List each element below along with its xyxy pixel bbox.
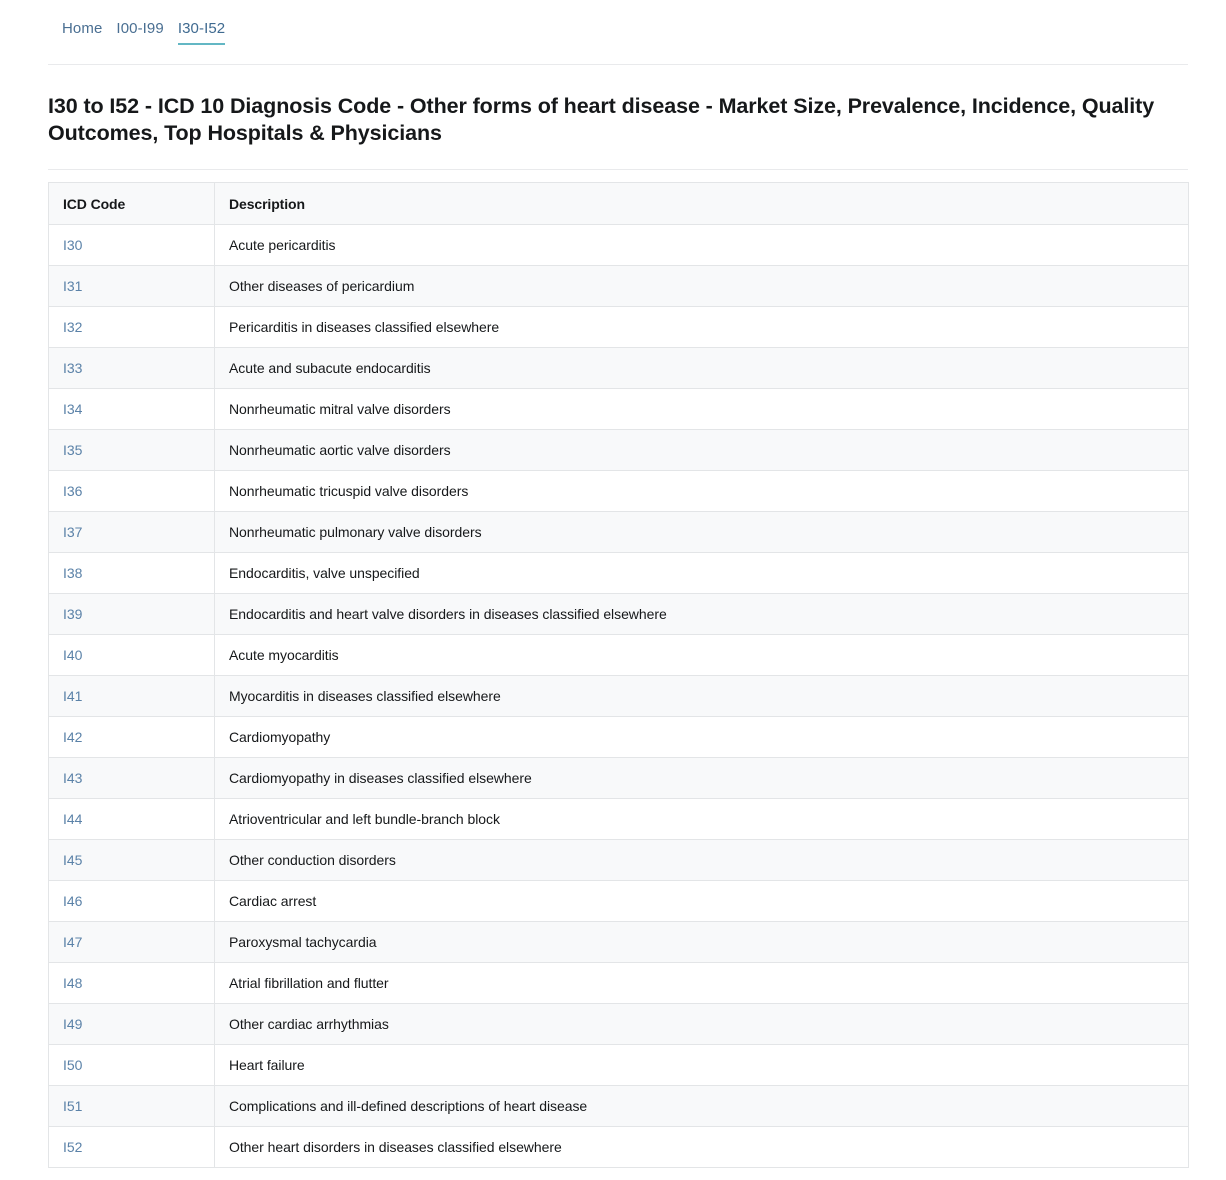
cell-description: Other heart disorders in diseases classified elsewhere xyxy=(215,1127,1189,1168)
cell-description: Other diseases of pericardium xyxy=(215,266,1189,307)
icd-code-link[interactable]: I32 xyxy=(63,319,83,335)
table-head xyxy=(49,183,1189,225)
cell-icd-code xyxy=(49,512,215,553)
icd-code-link[interactable]: I33 xyxy=(63,360,83,376)
icd-code-link[interactable]: I51 xyxy=(63,1098,83,1114)
table-row xyxy=(49,471,1189,512)
cell-description: Atrioventricular and left bundle-branch block xyxy=(215,799,1189,840)
icd-code-link[interactable]: I47 xyxy=(63,934,83,950)
cell-icd-code xyxy=(49,307,215,348)
cell-description: Cardiac arrest xyxy=(215,881,1189,922)
table-row xyxy=(49,717,1189,758)
cell-description: Atrial fibrillation and flutter xyxy=(215,963,1189,1004)
cell-description: Heart failure xyxy=(215,1045,1189,1086)
cell-description: Nonrheumatic mitral valve disorders xyxy=(215,389,1189,430)
cell-icd-code xyxy=(49,1045,215,1086)
cell-description: Other conduction disorders xyxy=(215,840,1189,881)
table-row xyxy=(49,307,1189,348)
icd-table-container xyxy=(0,182,1226,1168)
title-divider xyxy=(48,169,1188,170)
cell-icd-code xyxy=(49,635,215,676)
icd-code-link[interactable]: I49 xyxy=(63,1016,83,1032)
cell-icd-code xyxy=(49,594,215,635)
cell-icd-code xyxy=(49,430,215,471)
icd-code-link[interactable]: I31 xyxy=(63,278,83,294)
table-row xyxy=(49,266,1189,307)
cell-icd-code xyxy=(49,840,215,881)
cell-description: Cardiomyopathy in diseases classified elsewhere xyxy=(215,758,1189,799)
icd-code-link[interactable]: I44 xyxy=(63,811,83,827)
cell-description: Nonrheumatic pulmonary valve disorders xyxy=(215,512,1189,553)
cell-icd-code xyxy=(49,1127,215,1168)
cell-description: Myocarditis in diseases classified elsewhere xyxy=(215,676,1189,717)
table-row xyxy=(49,225,1189,266)
cell-description: Acute and subacute endocarditis xyxy=(215,348,1189,389)
icd-code-link[interactable]: I30 xyxy=(63,237,83,253)
cell-description: Paroxysmal tachycardia xyxy=(215,922,1189,963)
icd-code-table xyxy=(48,182,1189,1168)
cell-description: Endocarditis and heart valve disorders in diseases classified elsewhere xyxy=(215,594,1189,635)
column-header-icd-code: ICD Code xyxy=(49,183,215,225)
cell-icd-code xyxy=(49,922,215,963)
cell-icd-code xyxy=(49,348,215,389)
icd-code-link[interactable]: I42 xyxy=(63,729,83,745)
cell-description: Nonrheumatic aortic valve disorders xyxy=(215,430,1189,471)
cell-icd-code xyxy=(49,471,215,512)
table-row xyxy=(49,881,1189,922)
cell-icd-code xyxy=(49,225,215,266)
cell-icd-code xyxy=(49,881,215,922)
cell-icd-code xyxy=(49,1004,215,1045)
cell-description: Endocarditis, valve unspecified xyxy=(215,553,1189,594)
icd-code-link[interactable]: I48 xyxy=(63,975,83,991)
icd-code-link[interactable]: I37 xyxy=(63,524,83,540)
breadcrumb xyxy=(62,18,1178,44)
icd-code-link[interactable]: I38 xyxy=(63,565,83,581)
icd-code-link[interactable]: I41 xyxy=(63,688,83,704)
table-row xyxy=(49,512,1189,553)
table-row xyxy=(49,922,1189,963)
icd-code-link[interactable]: I45 xyxy=(63,852,83,868)
cell-description: Cardiomyopathy xyxy=(215,717,1189,758)
icd-code-link[interactable]: I36 xyxy=(63,483,83,499)
icd-code-link[interactable]: I50 xyxy=(63,1057,83,1073)
cell-description: Complications and ill-defined descriptions of heart disease xyxy=(215,1086,1189,1127)
table-row xyxy=(49,430,1189,471)
table-row xyxy=(49,963,1189,1004)
icd-code-link[interactable]: I43 xyxy=(63,770,83,786)
table-row xyxy=(49,553,1189,594)
table-row xyxy=(49,676,1189,717)
icd-code-link[interactable]: I40 xyxy=(63,647,83,663)
cell-icd-code xyxy=(49,963,215,1004)
breadcrumb-link-home[interactable]: Home xyxy=(62,20,103,37)
icd-code-link[interactable]: I35 xyxy=(63,442,83,458)
cell-icd-code xyxy=(49,389,215,430)
table-row xyxy=(49,1086,1189,1127)
cell-icd-code xyxy=(49,1086,215,1127)
cell-description: Acute pericarditis xyxy=(215,225,1189,266)
table-row xyxy=(49,348,1189,389)
breadcrumb-container xyxy=(0,0,1226,44)
table-row xyxy=(49,1127,1189,1168)
cell-icd-code xyxy=(49,717,215,758)
table-row xyxy=(49,635,1189,676)
cell-description: Acute myocarditis xyxy=(215,635,1189,676)
column-header-description: Description xyxy=(215,183,1189,225)
cell-description: Pericarditis in diseases classified elsewhere xyxy=(215,307,1189,348)
cell-icd-code xyxy=(49,758,215,799)
icd-code-link[interactable]: I34 xyxy=(63,401,83,417)
icd-code-link[interactable]: I39 xyxy=(63,606,83,622)
breadcrumb-link-i30-i52[interactable]: I30-I52 xyxy=(178,18,225,45)
table-row xyxy=(49,758,1189,799)
table-row xyxy=(49,840,1189,881)
cell-description: Nonrheumatic tricuspid valve disorders xyxy=(215,471,1189,512)
cell-icd-code xyxy=(49,266,215,307)
cell-description: Other cardiac arrhythmias xyxy=(215,1004,1189,1045)
icd-code-link[interactable]: I46 xyxy=(63,893,83,909)
icd-code-link[interactable]: I52 xyxy=(63,1139,83,1155)
page-title: I30 to I52 - ICD 10 Diagnosis Code - Other forms of heart disease - Market Size, Prevalence, Incidence, Quality Outcomes, Top Hospitals & Physicians xyxy=(48,94,1155,145)
table-row xyxy=(49,1045,1189,1086)
table-row xyxy=(49,389,1189,430)
table-header-row xyxy=(49,183,1189,225)
table-row xyxy=(49,594,1189,635)
table-row xyxy=(49,799,1189,840)
table-body xyxy=(49,225,1189,1168)
cell-icd-code xyxy=(49,553,215,594)
breadcrumb-link-i00-i99[interactable]: I00-I99 xyxy=(116,20,164,37)
cell-icd-code xyxy=(49,799,215,840)
table-row xyxy=(49,1004,1189,1045)
cell-icd-code xyxy=(49,676,215,717)
page-title-container xyxy=(0,65,1226,147)
